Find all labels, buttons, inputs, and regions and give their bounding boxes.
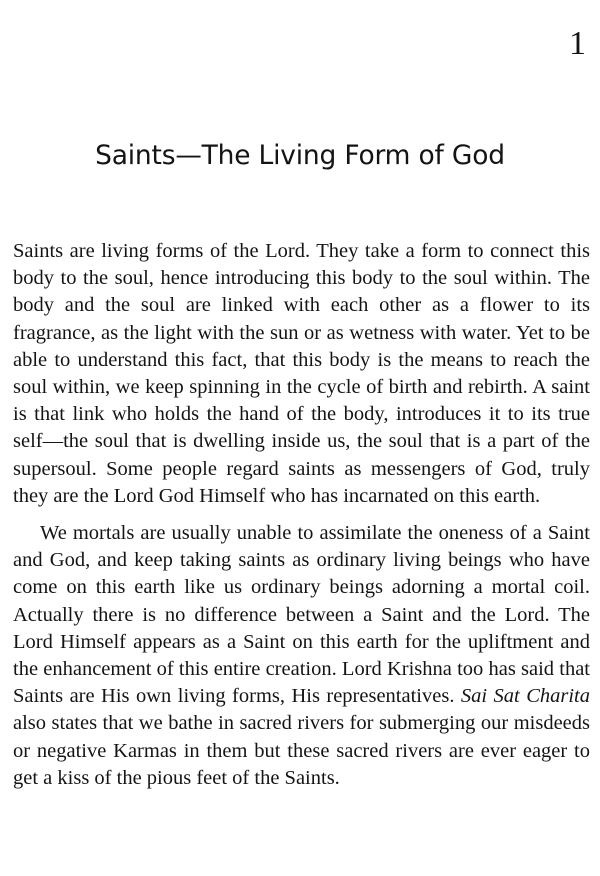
book-title-italic: Sai Sat Charita	[460, 685, 590, 708]
body-text	[13, 238, 590, 792]
paragraph-1: Saints are living forms of the Lord. They take a form to connect this body to the soul, hence introducing this body to the soul within. The body and the soul are linked with each other as a flower to its fragrance, as the light with the sun or as wetness with water. Yet to be able to understand this fact, that this body is the means to reach the soul within, we keep spinning in the cycle of birth and rebirth. A saint is that link who holds the hand of the body, introduces it to its true self—the soul that is dwelling inside us, the soul that is a part of the supersoul. Some people regard saints as messengers of God, truly they are the Lord God Himself who has incarnated on this earth.	[13, 240, 590, 507]
chapter-number: 1	[569, 25, 586, 62]
paragraph-2-text-end: also states that we bathe in sacred rivers for submerging our misdeeds or negative Karmas in them but these sacred rivers are ever eager to get a kiss of the pious feet of the Saints.	[13, 712, 590, 789]
paragraph-2	[13, 520, 590, 792]
chapter-title: Saints—The Living Form of God	[95, 140, 505, 171]
paragraph-2-text-start: We mortals are usually unable to assimilate the oneness of a Saint and God, and keep taking saints as ordinary living beings who have come on this earth like us ordinary beings adorning a mortal coil. Actually there is no difference between a Saint and the Lord. The Lord Himself appears as a Saint on this earth for the upliftment and the enhancement of this entire creation. Lord Krishna too has said that Saints are His own living forms, His representatives.	[13, 522, 590, 708]
